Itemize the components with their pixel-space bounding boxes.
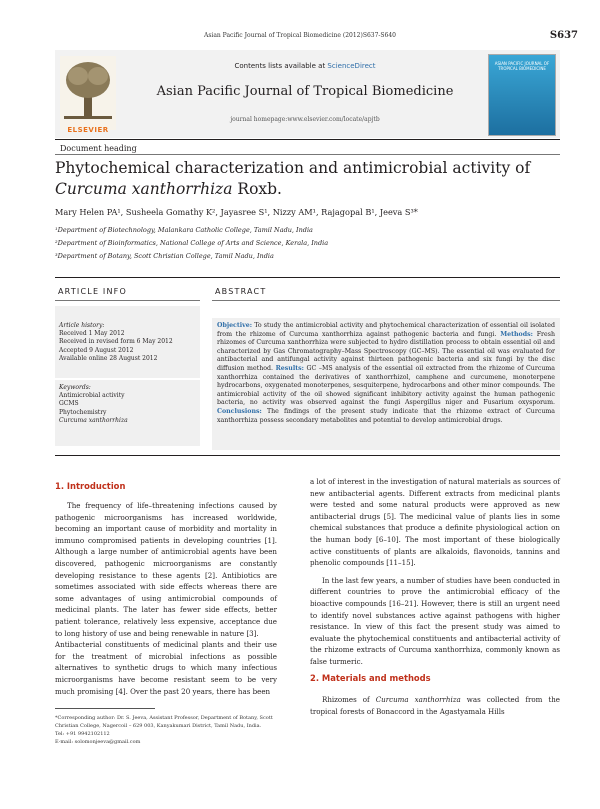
paragraph: a lot of interest in the investigation of natural materials as sources of new antibacterial agents. Different extracts from medicinal plants were tested and some natural products were approved as new antibacterial drugs [5]. The medicinal value of plants lies in some chemical substances that produce a definite physiological action on the human body [6–10]. The most important of these biologically active constituents of plants are alkaloids, flavonoids, tannins and phenolic compounds [11–15]. <box>310 477 560 568</box>
cover-title: ASIAN PACIFIC JOURNAL OF TROPICAL BIOMEDICINE <box>494 61 550 71</box>
page-number: S637 <box>549 30 578 41</box>
methods-label: Methods: <box>500 330 533 338</box>
document-heading: Document heading <box>60 144 137 153</box>
article-history-box <box>55 306 200 378</box>
conclusions-label: Conclusions: <box>217 407 262 415</box>
conclusions-text: The findings of the present study indicate that the rhizome extract of Curcuma xanthorrhiza possess secondary metabolites and potential to develop antimicrobial drugs. <box>217 407 555 424</box>
keyword: Curcuma xanthorrhiza <box>59 416 128 424</box>
methods-text: Rhizomes of <box>322 695 376 704</box>
footnote-tel: Tel: +91 9942102112 <box>55 731 110 737</box>
divider <box>212 300 560 301</box>
introduction-heading: 1. Introduction <box>55 481 126 491</box>
right-column-body <box>310 476 560 668</box>
keyword: GCMS <box>59 400 79 408</box>
paragraph: The frequency of life–threatening infections caused by pathogenic microorganisms has increased worldwide, becoming an important cause of morbidity and mortality in immuno compromised patients in developing countries [1]. Although a large number of antimicrobial agents have been discovered, pathogenic microorganisms are constantly developing resistance to these agents [2]. Antibiotics are sometimes associated with side effects whereas there are some advantages of using antimicrobial compounds of medicinal plants. The later has fewer side effects, better patient tolerance, relatively less expensive, acceptance due to long history of use and being renewable in nature [3]. <box>55 501 277 638</box>
divider <box>55 300 200 301</box>
divider <box>55 139 560 140</box>
keywords-box <box>55 380 200 446</box>
history-label: Article history: <box>59 322 105 329</box>
running-header: Asian Pacific Journal of Tropical Biomedicine (2012)S637-S640 <box>204 32 396 39</box>
divider <box>55 154 560 155</box>
results-text: GC –MS analysis of the essential oil extracted from the rhizome of Curcuma xanthorrhiza contained the derivatives of xanthorrhizol, camphene and curcumene, monoterpene hydrocarbons, oxygenated monoterpenes, sesquiterpene, hydrocarbons and other minor compounds. The antimicrobial activity of the oil showed significant inhibitory activity against the human pathogenic bacteria, no activity was observed against the fungi Aspergillus niger and Fusarium oxysporum. <box>217 364 556 407</box>
results-label: Results: <box>275 364 304 372</box>
divider <box>55 277 560 278</box>
history-received: Received 1 May 2012 <box>59 330 125 338</box>
publisher-name: ELSEVIER <box>67 126 109 134</box>
journal-cover-image <box>488 54 556 136</box>
keyword: Phytochemistry <box>59 408 107 416</box>
corresponding-author-footnote <box>55 714 277 746</box>
title-text: Phytochemical characterization and antimicrobial activity of <box>55 159 531 177</box>
keyword: Antimicrobial activity <box>59 392 125 400</box>
abstract-text <box>217 322 555 425</box>
paragraph <box>310 694 560 717</box>
methods-text: was collected from the tropical forests of Bonaccord in the Agastyamala Hills <box>310 695 560 716</box>
journal-title: Asian Pacific Journal of Tropical Biomedicine <box>156 84 454 99</box>
footnote-email[interactable]: E-mail: solomonjeeva@gmail.com <box>55 739 141 745</box>
affiliation: ²Department of Bioinformatics, National College of Arts and Science, Kerala, India <box>55 239 329 247</box>
divider <box>55 455 560 456</box>
abstract-heading: ABSTRACT <box>215 287 267 296</box>
title-species: Curcuma xanthorrhiza <box>55 180 233 198</box>
author-list: Mary Helen PA¹, Susheela Gomathy K², Jayasree S¹, Nizzy AM¹, Rajagopal B¹, Jeeva S³* <box>55 207 418 217</box>
contents-line <box>130 62 480 70</box>
methods-text: Fresh rhizomes of Curcuma xanthorrhiza were subjected to hydro distillation process to obtain essential oil and characterized by Gas Chromatography–Mass Spectroscopy (GC–MS). The essential oil was evaluated for antibacterial and antifungal activity against thirteen pathogenic bacteria and six fungi by the disc diffusion method. <box>217 330 555 372</box>
objective-text: To study the antimicrobial activity and phytochemical characterization of essential oil isolated from the rhizome of Curcuma xanthorrhiza against pathogenic bacteria and fungi. <box>217 322 555 338</box>
history-online: Available online 28 August 2012 <box>59 354 158 362</box>
keywords-label: Keywords: <box>59 384 91 391</box>
elsevier-tree-logo <box>60 56 116 130</box>
affiliation: ¹Department of Biotechnology, Malankara Catholic College, Tamil Nadu, India <box>55 226 313 234</box>
sciencedirect-link[interactable]: ScienceDirect <box>327 62 376 70</box>
contents-prefix: Contents lists available at <box>234 62 328 70</box>
article-info-heading: ARTICLE INFO <box>58 287 127 296</box>
footnote-author: *Corresponding author: Dr. S. Jeeva, Assistant Professor, Department of Botany, Scott Christian College, Nagercoil – 629 003, Kanyakumari District, Tamil Nadu, India. <box>55 715 273 729</box>
objective-label: Objective: <box>217 322 253 329</box>
article-title <box>55 158 565 200</box>
introduction-body <box>55 500 277 697</box>
journal-homepage[interactable]: journal homepage:www.elsevier.com/locate/apjtb <box>230 116 380 123</box>
materials-methods-heading: 2. Materials and methods <box>310 673 431 683</box>
affiliation: ³Department of Botany, Scott Christian College, Tamil Nadu, India <box>55 252 274 260</box>
species-name: Curcuma xanthorrhiza <box>375 695 461 704</box>
paragraph: In the last few years, a number of studies have been conducted in different countries to prove the antimicrobial efficacy of the bioactive compounds [16–21]. However, there is still an urgent need to identify novel substances active against pathogens with higher resistance. In view of this fact the present study was aimed to evaluate the phytochemical constituents and antibacterial activity of the rhizome extracts of Curcuma xanthorrhiza, commonly known as false turmeric. <box>310 575 560 666</box>
history-revised: Received in revised form 6 May 2012 <box>59 338 173 346</box>
methods-body <box>310 694 560 717</box>
paragraph: Antibacterial constituents of medicinal plants and their use for the treatment of microbial infections as possible alternatives to synthetic drugs to which many infectious microorganisms have become resistant seem to be very much promising [4]. Over the past 20 years, there has been <box>55 640 277 696</box>
history-accepted: Accepted 9 August 2012 <box>59 346 134 354</box>
title-suffix: Roxb. <box>232 180 282 198</box>
footnote-divider <box>55 708 155 709</box>
